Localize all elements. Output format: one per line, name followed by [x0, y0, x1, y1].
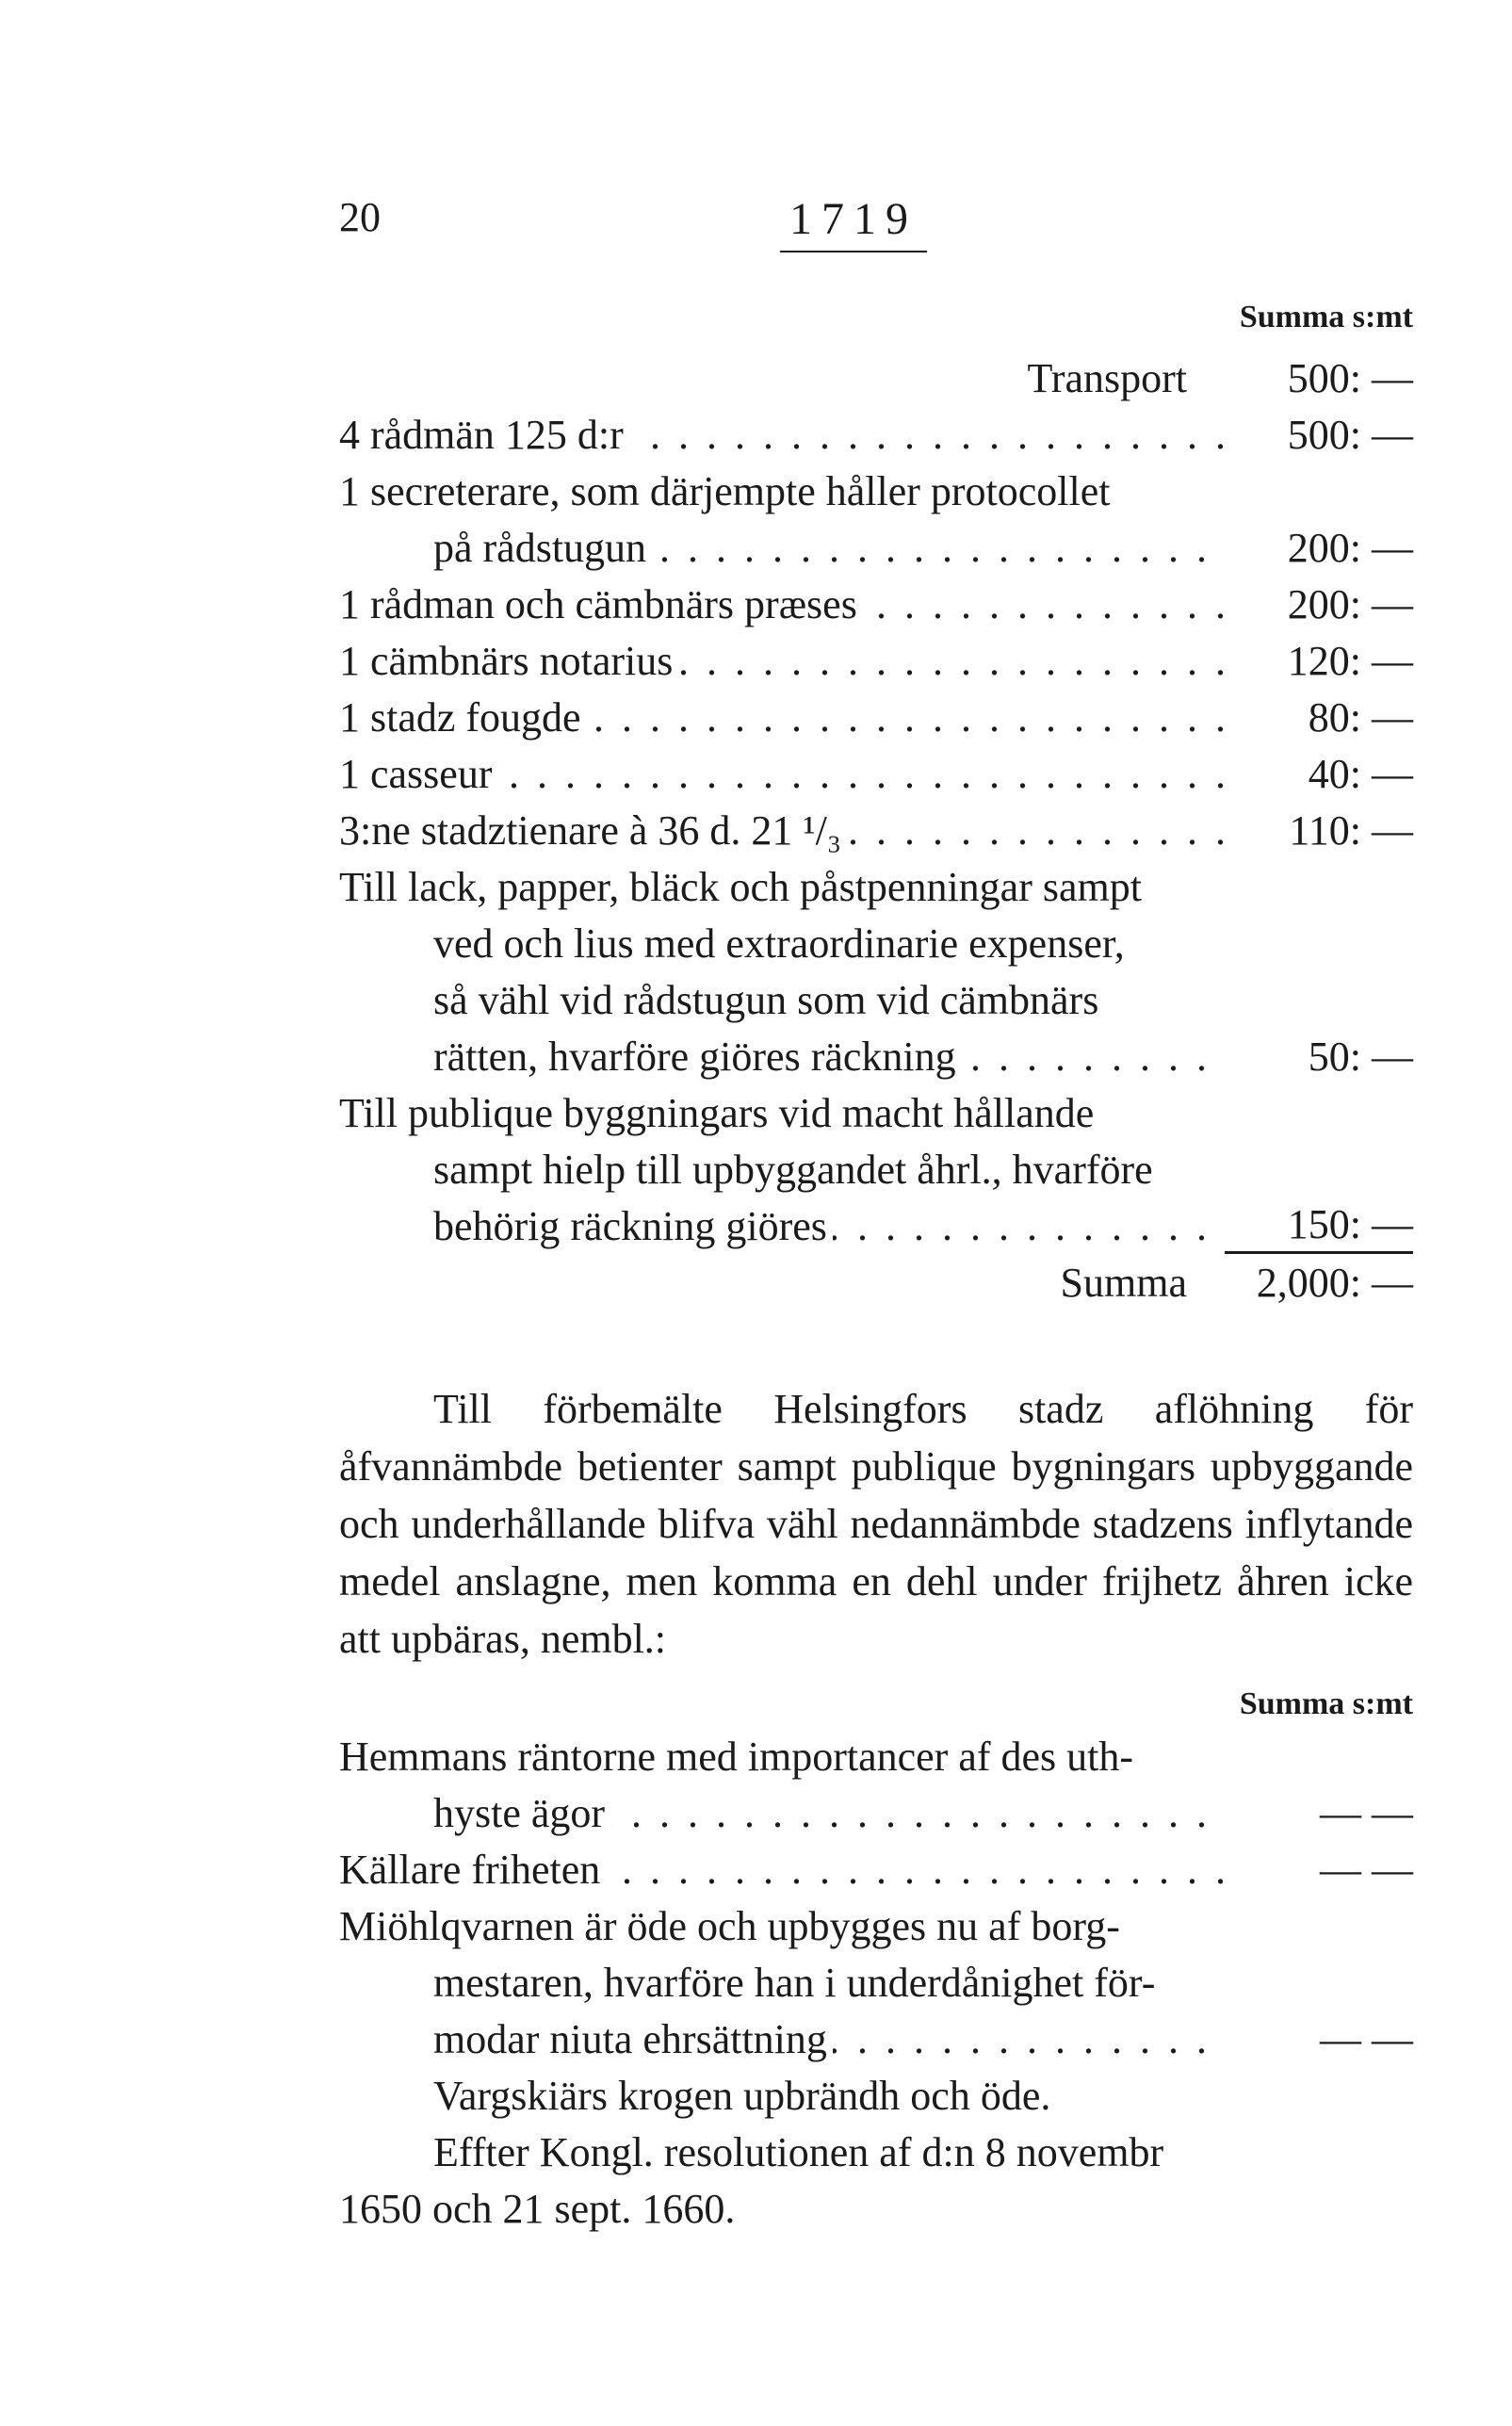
column-heading-summa: Summa s:mt: [1239, 300, 1413, 334]
entry-description: 1 stadz fougde . . .: [339, 690, 1225, 746]
entry-line: [339, 859, 1413, 916]
entry-line: [339, 746, 1413, 803]
entry-line: [339, 972, 1413, 1029]
column-heading-summa-2: Summa s:mt: [1239, 1686, 1413, 1721]
entry-description: 1 cämbnärs notarius . . .: [339, 633, 1225, 690]
allocation-paragraph: Till förbemälte Helsingfors stadz aflöhning för åfvannämbde betienter sampt publique bygningars upbyggande och underhållande blifva vähl nedannämbde stadzens inflytande medel anslagne, men komma en dehl under frijhetz åhren icke att upbäras, nembl.:: [339, 1386, 1413, 1662]
entry-amount: 80: —: [1308, 694, 1413, 741]
entry-line: [339, 1142, 1413, 1198]
salary-ledger: [339, 350, 1413, 1311]
closing-text: 1650 och 21 sept. 1660.: [339, 2186, 736, 2232]
entry-description: modar niuta ehrsättning . . .: [433, 2011, 1225, 2068]
transport-row: [339, 350, 1413, 407]
entry-description: på rådstugun . . .: [433, 520, 1225, 577]
entry-description: Miöhlqvarnen är öde och upbygges nu af borg-: [339, 1898, 1225, 1955]
entry-description: Källare friheten . . .: [339, 1842, 1225, 1898]
entry-description: 1 casseur . . .: [339, 746, 1225, 803]
entry-amount: 500: —: [1287, 412, 1413, 458]
entry-amount: 120: —: [1287, 638, 1413, 684]
note-line: [339, 2068, 1413, 2125]
entry-description: hyste ägor . . .: [433, 1785, 1225, 1842]
entry-description: 3:ne stadztienare à 36 d. 21 ¹/₃ . . .: [339, 803, 1225, 859]
entry-line: [339, 1955, 1413, 2011]
entry-amount: 50: —: [1308, 1034, 1413, 1080]
note-text: Effter Kongl. resolutionen af d:n 8 novembr: [433, 2129, 1164, 2175]
entry-description: sampt hielp till upbyggandet åhrl., hvarföre: [433, 1142, 1225, 1198]
entry-description: rätten, hvarföre giöres räckning . . .: [433, 1029, 1225, 1085]
entry-amount: 110: —: [1289, 807, 1413, 854]
entry-line: [339, 1898, 1413, 1955]
entry-line: [339, 407, 1413, 464]
entry-description: 4 rådmän 125 d:r . . .: [339, 407, 1225, 464]
entry-line: [339, 1729, 1413, 1785]
page-header: [339, 193, 1413, 259]
entry-description: Till publique byggningars vid macht hållande: [339, 1085, 1225, 1142]
transport-amount: 500: —: [1287, 355, 1413, 401]
closing-line: [339, 2181, 1413, 2238]
summa-label: Summa: [1060, 1260, 1187, 1306]
entry-amount: — —: [1320, 1847, 1413, 1893]
entry-amount: 200: —: [1287, 525, 1413, 571]
entry-line: [339, 1029, 1413, 1085]
entry-description: Till lack, papper, bläck och påstpenningar sampt: [339, 859, 1225, 916]
entry-line: [339, 916, 1413, 972]
entry-line: [339, 803, 1413, 859]
entry-description: 1 rådman och cämbnärs præses . . .: [339, 577, 1225, 633]
entry-description: Hemmans räntorne med importancer af des uth-: [339, 1729, 1225, 1785]
entry-description: behörig räckning giöres . . .: [433, 1198, 1225, 1255]
note-line: [339, 2125, 1413, 2181]
entry-amount: 40: —: [1308, 751, 1413, 797]
entry-description: så vähl vid rådstugun som vid cämbnärs: [433, 972, 1225, 1029]
entry-description: ved och lius med extraordinarie expenser,: [433, 916, 1225, 972]
entry-line: [339, 690, 1413, 746]
entry-line: [339, 1785, 1413, 1842]
page-year-heading: 1719: [780, 193, 927, 252]
entry-line: [339, 577, 1413, 633]
entry-line: [339, 464, 1413, 520]
entry-line: [339, 1842, 1413, 1898]
entry-line: [339, 1198, 1413, 1255]
entry-amount: 150: —: [1225, 1198, 1413, 1254]
entry-line: [339, 520, 1413, 577]
entry-amount: 200: —: [1287, 581, 1413, 627]
entry-amount: — —: [1320, 1790, 1413, 1836]
entry-amount: — —: [1320, 2016, 1413, 2062]
entry-line: [339, 2011, 1413, 2068]
entry-line: [339, 633, 1413, 690]
summa-row: [339, 1255, 1413, 1311]
note-text: Vargskiärs krogen upbrändh och öde.: [433, 2073, 1051, 2119]
entry-description: 1 secreterare, som därjempte håller protocollet: [339, 464, 1225, 520]
entry-description: mestaren, hvarföre han i underdånighet för-: [433, 1955, 1225, 2011]
summa-amount: 2,000: —: [1256, 1260, 1413, 1306]
page-number: 20: [339, 194, 381, 240]
entry-line: [339, 1085, 1413, 1142]
income-ledger: [339, 1729, 1413, 2238]
transport-label: Transport: [1027, 355, 1187, 401]
